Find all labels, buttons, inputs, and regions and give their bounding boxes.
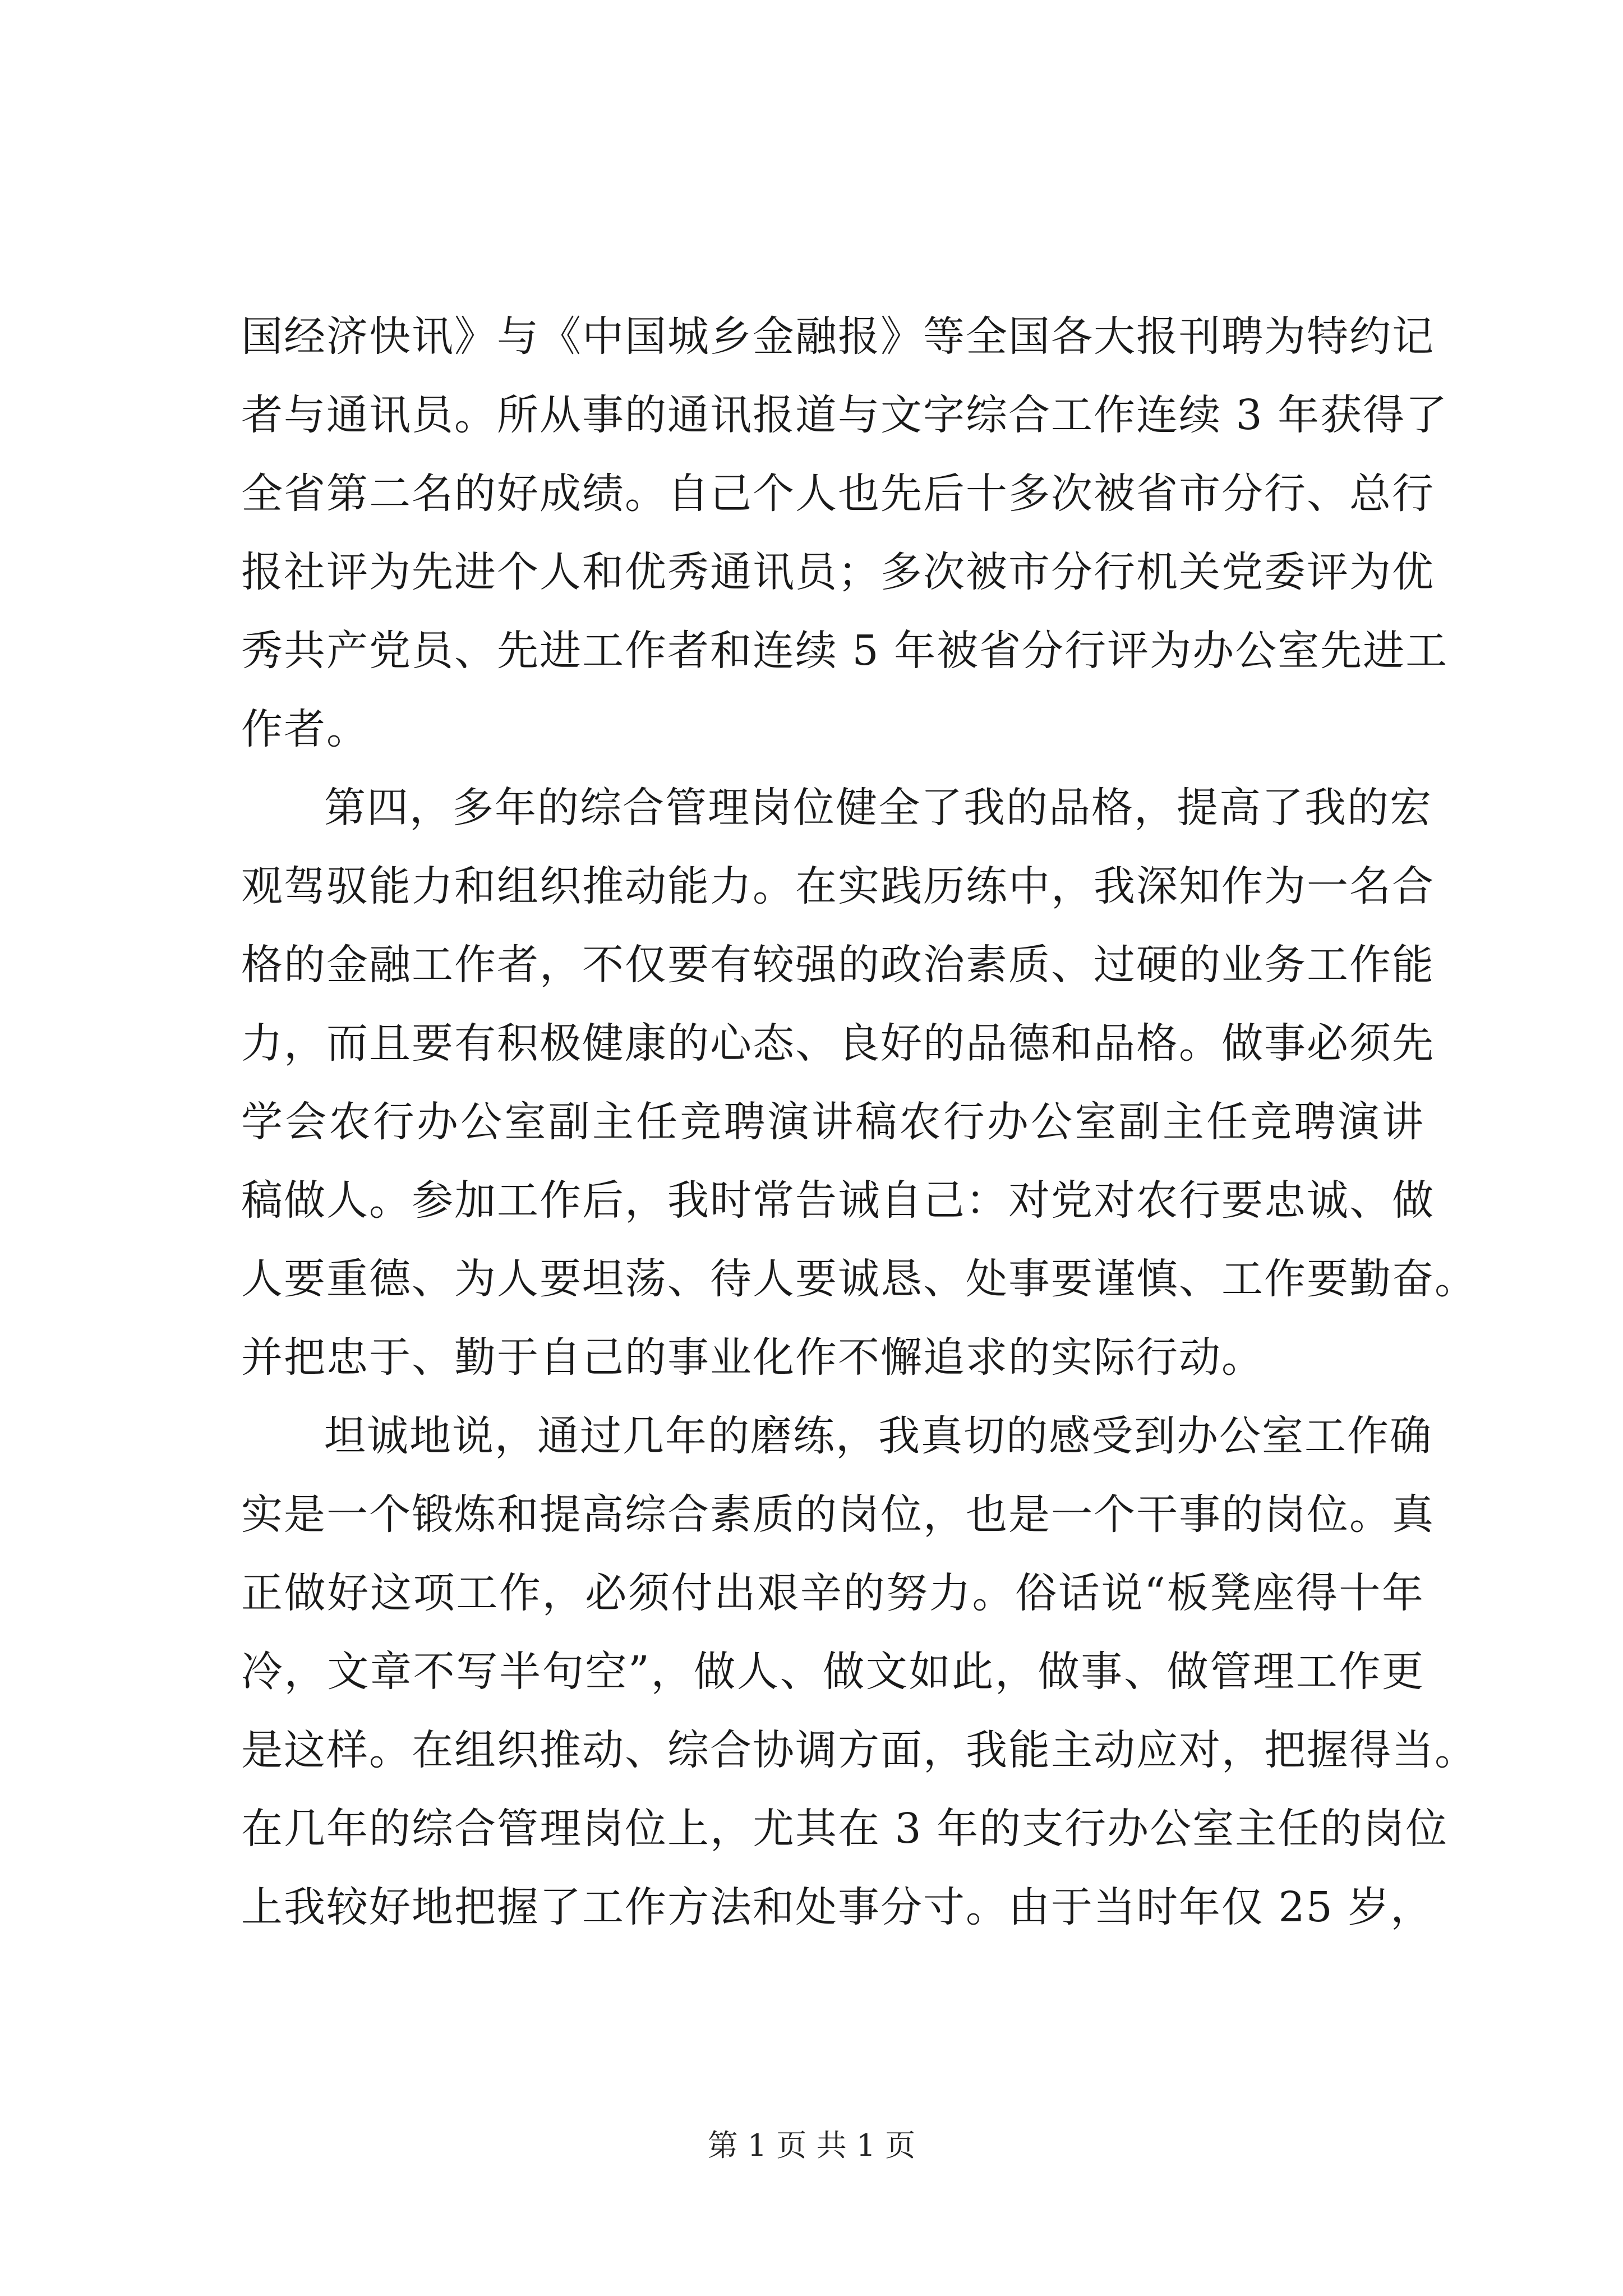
text-line: 国经济快讯》与《中国城乡金融报》等全国各大报刊聘为特约记 xyxy=(241,312,1435,361)
text-line: 在几年的综合管理岗位上，尤其在 3 年的支行办公室主任的岗位 xyxy=(241,1805,1449,1853)
paragraph-start-line: 坦诚地说，通过几年的磨练，我真切的感受到办公室工作确 xyxy=(324,1412,1432,1460)
text-line: 观驾驭能力和组织推动能力。在实践历练中，我深知作为一名合 xyxy=(241,862,1435,910)
text-line: 并把忠于、勤于自己的事业化作不懈追求的实际行动。 xyxy=(241,1333,1264,1382)
text-line: 秀共产党员、先进工作者和连续 5 年被省分行评为办公室先进工 xyxy=(241,627,1449,675)
text-line: 冷，文章不写半句空”，做人、做文如此，做事、做管理工作更 xyxy=(241,1648,1424,1696)
text-line: 者与通讯员。所从事的通讯报道与文字综合工作连续 3 年获得了 xyxy=(241,391,1449,439)
text-line: 格的金融工作者，不仅要有较强的政治素质、过硬的业务工作能 xyxy=(241,941,1435,989)
text-line: 作者。 xyxy=(241,705,369,753)
text-line: 实是一个锻炼和提高综合素质的岗位，也是一个干事的岗位。真 xyxy=(241,1490,1435,1539)
text-line: 上我较好地把握了工作方法和处事分寸。由于当时年仅 25 岁， xyxy=(241,1883,1433,1931)
paragraph-start-line: 第四，多年的综合管理岗位健全了我的品格，提高了我的宏 xyxy=(324,784,1432,832)
text-line: 人要重德、为人要坦荡、待人要诚恳、处事要谨慎、工作要勤奋。 xyxy=(241,1255,1477,1303)
text-line: 报社评为先进个人和优秀通讯员；多次被市分行机关党委评为优 xyxy=(241,548,1435,596)
text-line: 正做好这项工作，必须付出艰辛的努力。俗话说“板凳座得十年 xyxy=(241,1569,1424,1617)
text-line: 是这样。在组织推动、综合协调方面，我能主动应对，把握得当。 xyxy=(241,1726,1477,1774)
page-footer: 第 1 页 共 1 页 xyxy=(707,2128,916,2163)
document-body xyxy=(241,297,1477,1947)
text-line: 学会农行办公室副主任竞聘演讲稿农行办公室副主任竞聘演讲 xyxy=(241,1098,1424,1146)
text-line: 稿做人。参加工作后，我时常告诫自己：对党对农行要忠诚、做 xyxy=(241,1176,1435,1225)
text-line: 全省第二名的好成绩。自己个人也先后十多次被省市分行、总行 xyxy=(241,470,1435,518)
text-line: 力，而且要有积极健康的心态、良好的品德和品格。做事必须先 xyxy=(241,1019,1435,1068)
